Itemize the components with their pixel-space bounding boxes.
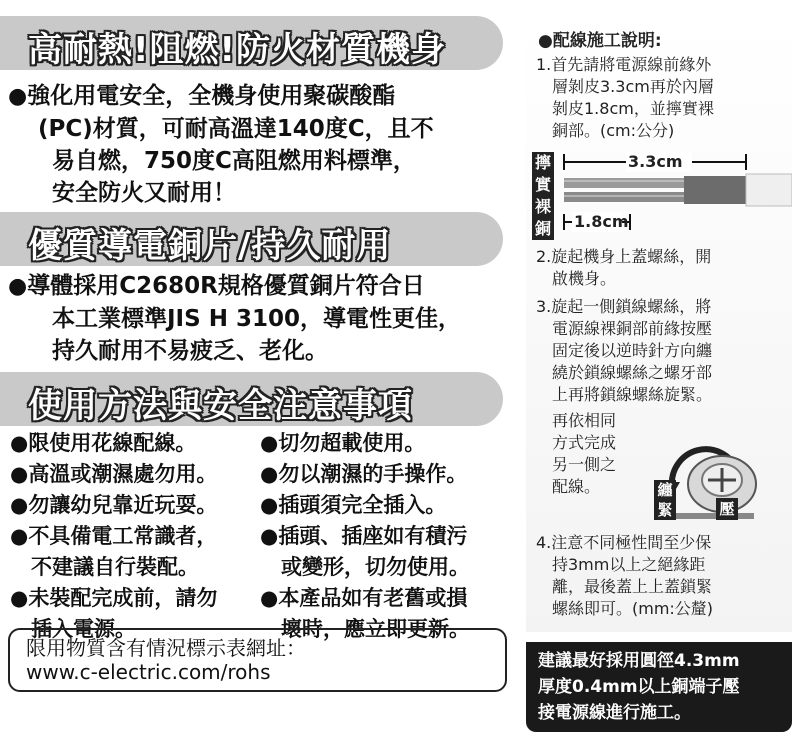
bullet-icon: ● [8, 84, 28, 109]
safety-item: 或變形，切勿使用。 [260, 555, 470, 579]
cable-stripping-diagram [532, 150, 790, 242]
bullet-icon: ● [8, 274, 28, 299]
wiring-step-2: 2.旋起機身上蓋螺絲，開 啟機身。 [536, 247, 712, 288]
press-label: 壓 [716, 498, 738, 520]
section2-line: 本工業標準JIS H 3100，導電性更佳， [52, 306, 461, 332]
wiring-step-3-continued: 再依相同 方式完成 另一側之 配線。 [536, 411, 617, 496]
section1-line: 易自燃，750度C高阻燃用料標準， [52, 148, 416, 174]
section1-title: 高耐熱!阻燃!防火材質機身 [28, 30, 447, 70]
safety-item: ●不具備電工常識者， [10, 524, 218, 548]
side-label-twist-bare-copper: 擰 實 裸 銅 [532, 152, 554, 240]
recommendation-box [526, 642, 792, 732]
recommendation-line: 建議最好採用圓徑4.3mm [538, 651, 740, 671]
recommendation-line: 接電源線進行施工。 [538, 703, 691, 723]
rohs-label: 限用物質含有情況標示表網址： [26, 636, 306, 660]
screw-winding-diagram [644, 424, 790, 530]
rohs-url[interactable]: www.c-electric.com/rohs [26, 660, 271, 684]
safety-item: ●本產品如有老舊或損 [260, 586, 468, 610]
safety-item: 壞時，應立即更新。 [260, 617, 470, 641]
section1-line: 強化用電安全，全機身使用聚碳酸酯 [27, 83, 396, 109]
safety-item: ●未裝配完成前，請勿 [10, 586, 218, 610]
measure-inner-label: 1.8cm [574, 212, 629, 231]
safety-item: ●插頭、插座如有積污 [260, 524, 468, 548]
section2-banner [0, 212, 503, 266]
section2-title: 優質導電銅片/持久耐用 [28, 226, 392, 266]
section3-title: 使用方法與安全注意事項 [28, 386, 413, 426]
wiring-step-3: 3.旋起一側鎖線螺絲，將 電源線裸銅部前緣按壓 固定後以逆時針方向纏 繞於鎖線螺絲之螺牙部 上再將鎖線螺絲旋緊。 [536, 297, 713, 404]
safety-right-column [260, 428, 470, 645]
safety-item: ●插頭須完全插入。 [260, 493, 447, 517]
wiring-step-4: 4.注意不同極性間至少保 持3mm以上之絕緣距 離，最後蓋上上蓋鎖緊 螺絲即可。(mm:公釐) [536, 533, 714, 618]
safety-item: ●限使用花線配線。 [10, 431, 197, 455]
recommendation-line: 厚度0.4mm以上銅端子壓 [538, 677, 740, 697]
safety-item: 不建議自行裝配。 [10, 555, 199, 579]
section2-body [8, 270, 461, 367]
section1-body [8, 80, 434, 209]
measure-outer-label: 3.3cm [628, 152, 683, 171]
rohs-info-box [8, 628, 507, 692]
section3-banner [0, 372, 503, 426]
section1-line: 安全防火又耐用！ [52, 180, 236, 206]
safety-item: ●勿讓幼兒靠近玩耍。 [10, 493, 218, 517]
section2-line: 持久耐用不易疲乏、老化。 [52, 338, 328, 364]
section1-banner [0, 16, 503, 70]
safety-left-column [10, 428, 217, 645]
wiring-step-1: 1.首先請將電源線前緣外 層剝皮3.3cm再於內層 剝皮1.8cm，並擰實裸 銅部。(cm:公分) [536, 55, 714, 140]
wind-tight-label: 纏 緊 [654, 480, 676, 520]
section2-line: 導體採用C2680R規格優質銅片符合日 [27, 273, 425, 299]
safety-item: 插入電源。 [10, 617, 136, 641]
safety-item: ●切勿超載使用。 [260, 431, 426, 455]
safety-item: ●高溫或潮濕處勿用。 [10, 462, 218, 486]
section1-line: (PC)材質，可耐高溫達140度C，且不 [38, 116, 434, 142]
wiring-heading: ●配線施工說明: [538, 31, 662, 51]
safety-item: ●勿以潮濕的手操作。 [260, 462, 468, 486]
